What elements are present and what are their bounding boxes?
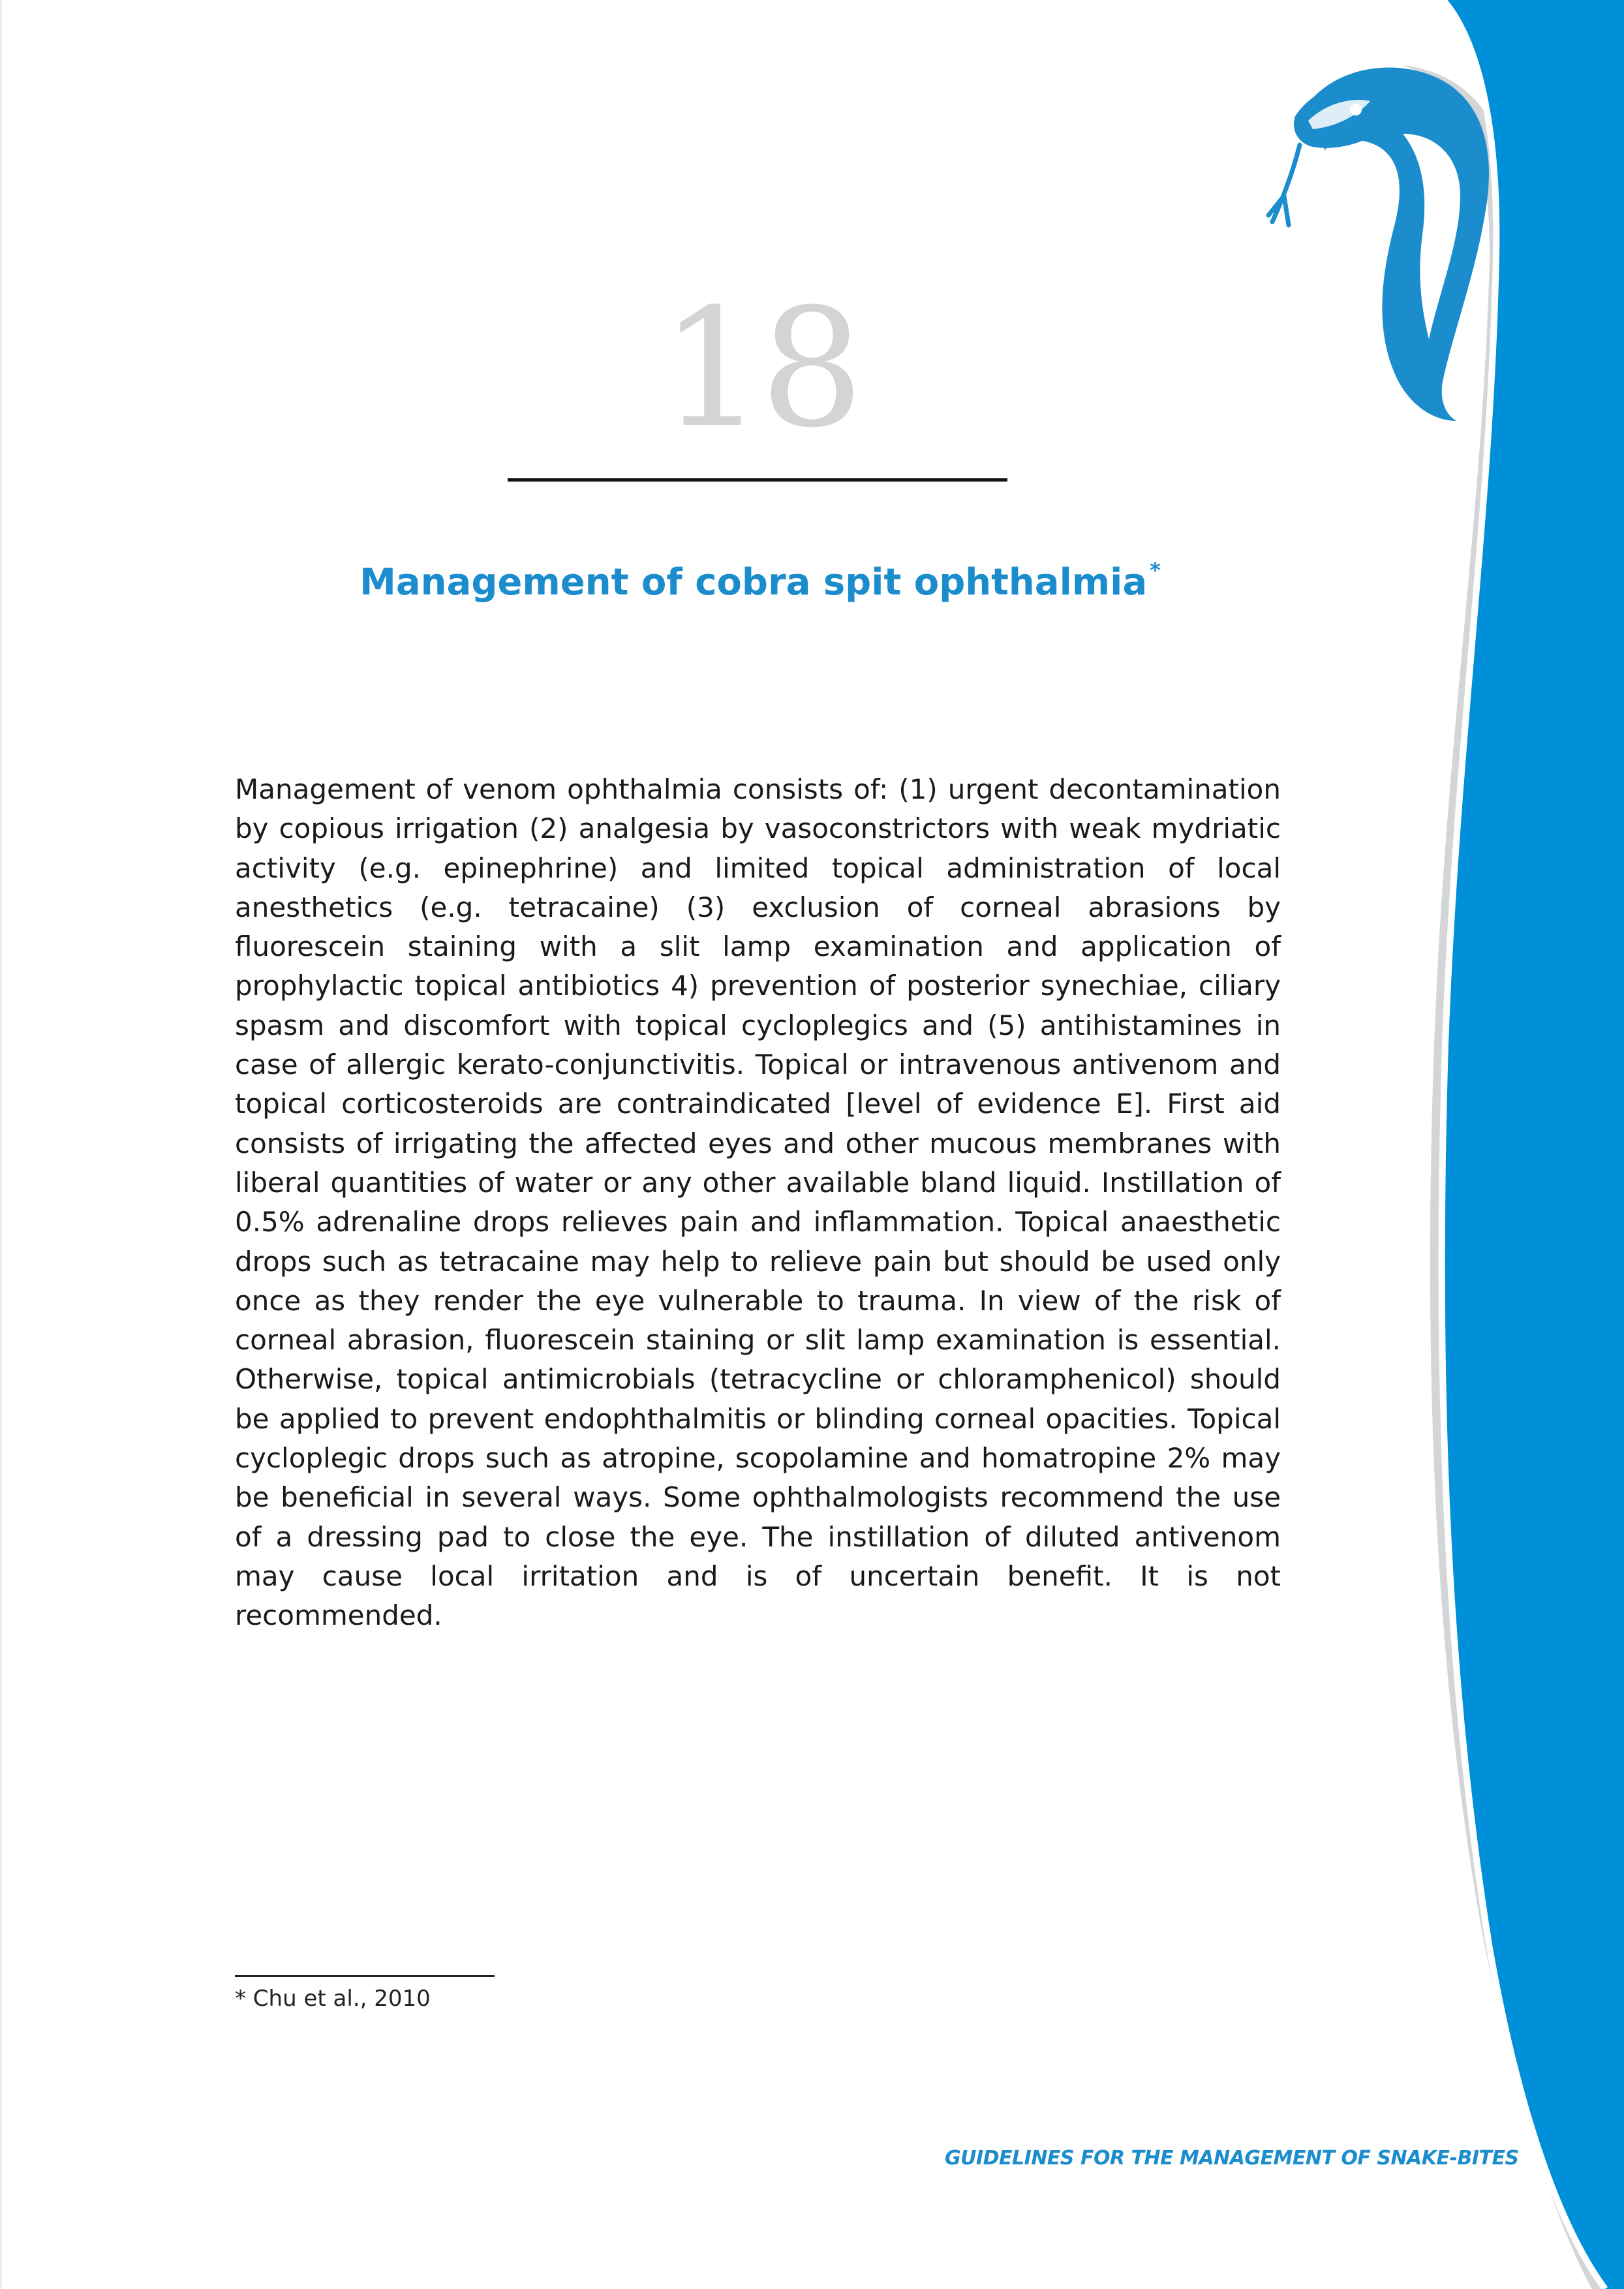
cobra-eye bbox=[1350, 104, 1362, 115]
chapter-number-underline bbox=[508, 478, 1007, 482]
chapter-title-footnote-marker: * bbox=[1150, 558, 1161, 583]
footnote: * Chu et al., 2010 bbox=[235, 1986, 431, 2012]
footnote-separator-rule bbox=[235, 1975, 495, 1977]
cobra-tongue bbox=[1268, 145, 1300, 225]
body-paragraph: Management of venom ophthalmia consists of: (1) urgent decontamination by copious irrigation (2) analgesia by vasoconstrictors with weak mydriatic activity (e.g. epinephrine) and limited topical administration of local anesthetics (e.g. tetracaine) (3) exclusion of corneal abrasions by fluorescein staining with a slit lamp examination and application of prophylactic topical antibiotics 4) prevention of posterior synechiae, ciliary spasm and discomfort with topical cycloplegics and (5) antihistamines in case of allergic kerato-conjunctivitis. Topical or intravenous antivenom and topical corticosteroids are contraindicated [level of evidence E]. First aid consists of irrigating the affected eyes and other mucous membranes with liberal quantities of water or any other available bland liquid. Instillation of 0.5% adrenaline drops relieves pain and inflammation. Topical anaesthetic drops such as tetracaine may help to relieve pain but should be used only once as they render the eye vulnerable to trauma. In view of the risk of corneal abrasion, fluorescein staining or slit lamp examination is essential. Otherwise, topical antimicrobials (tetracycline or chloramphenicol) should be applied to prevent endophthalmitis or blinding corneal opacities. Topical cycloplegic drops such as atropine, scopolamine and homatropine 2% may be beneficial in several ways. Some ophthalmologists recommend the use of a dressing pad to close the eye. The instillation of diluted antivenom may cause local irritation and is of uncertain benefit. It is not recommended. bbox=[235, 773, 1281, 1632]
running-footer-title: GUIDELINES FOR THE MANAGEMENT OF SNAKE-BITES bbox=[945, 2147, 1519, 2170]
chapter-title-text: Management of cobra spit ophthalmia bbox=[360, 561, 1148, 604]
chapter-title bbox=[0, 558, 1520, 604]
chapter-number: 18 bbox=[660, 273, 861, 463]
